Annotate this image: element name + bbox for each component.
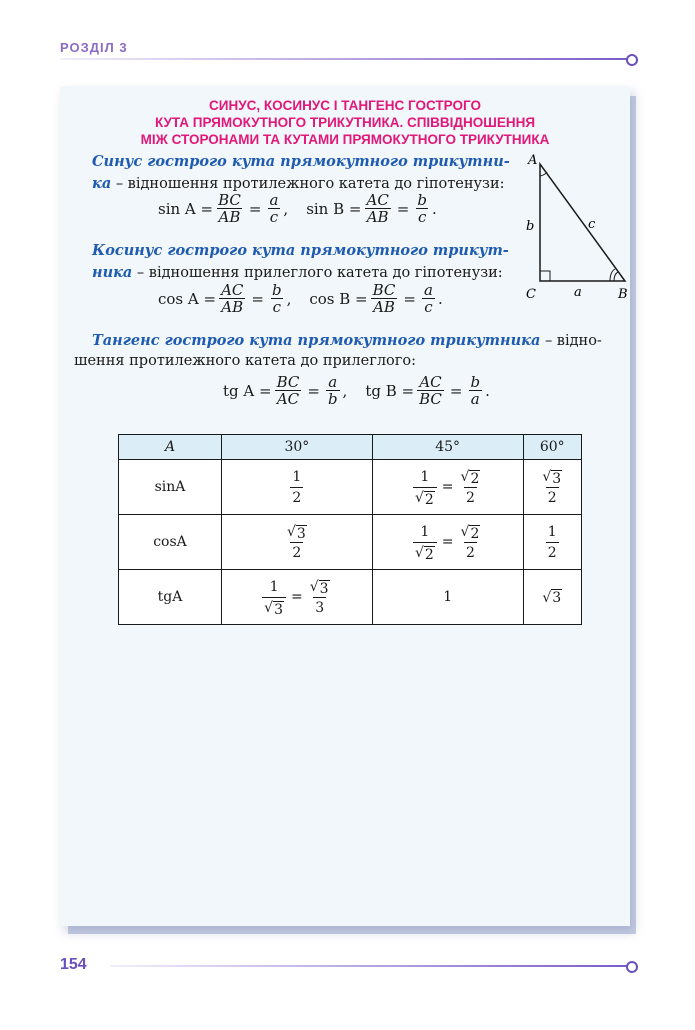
den: AB <box>218 208 241 226</box>
num: 1 <box>547 523 557 540</box>
header-angle: A <box>119 435 222 460</box>
den: a <box>470 390 480 408</box>
den: 2 <box>546 487 559 508</box>
radicand: 3 <box>274 601 284 618</box>
side-c-label: c <box>588 217 596 232</box>
den: 2 <box>290 542 303 563</box>
vertex-c-label: C <box>526 287 536 300</box>
bottom-rule-dot <box>626 961 638 973</box>
radicand: 3 <box>552 470 562 487</box>
num: 1 <box>292 468 302 485</box>
angle-a-arc <box>540 172 547 176</box>
num: a <box>423 281 433 299</box>
tangent-definition-cont <box>74 351 614 372</box>
frac-b-c <box>415 192 429 225</box>
frac-bc-ac <box>275 374 302 407</box>
sin-60: √ 3 2 <box>523 460 581 515</box>
angle-b-arc-1 <box>614 272 618 281</box>
num: AC <box>221 281 244 299</box>
tg-60: √ 3 <box>523 570 581 625</box>
num: a <box>328 373 338 391</box>
cosine-term: Косинус гострого кута прямокутного трикут- <box>92 242 509 259</box>
section-label: РОЗДІЛ 3 <box>60 40 128 55</box>
table-header-row <box>119 435 582 460</box>
sin-b-label: sin B = <box>306 199 362 218</box>
sine-term: Синус гострого кута прямокутного трикутни- <box>92 153 510 170</box>
top-rule <box>60 58 628 60</box>
frac-a-c <box>422 282 435 315</box>
section-heading <box>80 97 610 148</box>
heading-line-3: МІЖ СТОРОНАМИ ТА КУТАМИ ПРЯМОКУТНОГО ТРИКУТНИКА <box>140 132 550 147</box>
side-a-label: a <box>574 285 582 300</box>
den: c <box>272 298 281 316</box>
sin-45: 1 √ 2 = √ 2 2 <box>372 460 523 515</box>
tangent-definition <box>92 330 632 352</box>
triangle-shape <box>540 164 625 281</box>
num: 1 <box>420 468 430 485</box>
sin-30 <box>222 460 373 515</box>
cos-a-label: cos A = <box>158 289 217 308</box>
den: c <box>417 208 427 226</box>
den: AB <box>221 298 244 316</box>
header-30: 30° <box>222 435 373 460</box>
frac-bc-ab <box>371 282 398 315</box>
equals: = <box>441 534 454 550</box>
radicand: 2 <box>424 491 434 508</box>
frac-a-c <box>267 192 280 225</box>
bottom-rule <box>110 965 628 967</box>
radicand: 3 <box>296 525 306 542</box>
radicand: 2 <box>470 525 480 542</box>
tangent-definition-text: – відно- <box>540 333 602 349</box>
frac-ac-bc <box>417 374 444 407</box>
sine-definition <box>92 151 512 195</box>
cosine-term-cont: ника <box>92 264 133 281</box>
den: AC <box>276 390 300 408</box>
cos-45: 1 √ 2 = √ 2 2 <box>372 515 523 570</box>
top-rule-dot <box>626 54 638 66</box>
cos-60 <box>523 515 581 570</box>
den: b <box>327 390 338 408</box>
num: 1 <box>420 523 430 540</box>
den: c <box>424 298 433 316</box>
sine-formulas: sin A = $\frac{BC}{AB}$ = $\frac{a}{c}$ , sin B = $\frac{AC}{AB}$ = $\frac{b}{c}$ . <box>158 191 437 226</box>
right-triangle-figure <box>518 150 633 300</box>
radicand: 2 <box>470 470 480 487</box>
den: 2 <box>464 487 477 508</box>
cosine-definition-text: – відношення прилеглого катета до гіпотенузи: <box>132 265 503 281</box>
table-row-tg <box>119 570 582 625</box>
num: BC <box>372 281 396 299</box>
right-angle-mark <box>540 271 550 281</box>
sine-term-cont: ка <box>92 175 112 192</box>
tangent-definition-text-2: шення протилежного катета до прилеглого: <box>74 353 416 369</box>
tangent-term: Тангенс гострого кута прямокутного трикутника <box>92 332 541 349</box>
vertex-b-label: B <box>618 287 628 300</box>
side-b-label: b <box>526 219 535 234</box>
equals: = <box>248 199 262 218</box>
num: BC <box>276 373 300 391</box>
tg-45: 1 <box>372 570 523 625</box>
num: b <box>470 373 481 391</box>
frac-ac-ab <box>364 192 390 225</box>
header-45: 45° <box>372 435 523 460</box>
equals: = <box>307 381 320 400</box>
cosine-definition <box>92 240 512 284</box>
tg-30: 1 √ 3 = √ 3 3 <box>222 570 373 625</box>
frac-b-c <box>270 282 284 315</box>
heading-line-1: СИНУС, КОСИНУС І ТАНГЕНС ГОСТРОГО <box>209 98 481 113</box>
radicand: 2 <box>424 546 434 563</box>
frac-a-b <box>326 374 340 407</box>
den: AB <box>366 208 389 226</box>
tg-a-label: tg A = <box>223 381 272 400</box>
equals: = <box>251 289 264 308</box>
num: b <box>417 191 427 209</box>
row-label-tg: tgA <box>119 570 222 625</box>
den: c <box>269 208 279 226</box>
frac-ac-ab <box>219 282 245 315</box>
page-number: 154 <box>60 956 87 973</box>
heading-line-2: КУТА ПРЯМОКУТНОГО ТРИКУТНИКА. СПІВВІДНОШЕННЯ <box>154 115 536 130</box>
num: AC <box>366 191 389 209</box>
table-row-cos <box>119 515 582 570</box>
sin-a-label: sin A = <box>158 199 214 218</box>
num: 1 <box>269 578 279 595</box>
equals: = <box>441 479 454 495</box>
num: BC <box>218 191 241 209</box>
trig-values-table <box>118 434 582 625</box>
tg-b-label: tg B = <box>365 381 415 400</box>
equals: = <box>396 199 410 218</box>
num: AC <box>419 373 442 391</box>
row-label-cos: cosA <box>119 515 222 570</box>
radicand: 3 <box>552 589 562 606</box>
cos-30: √ 3 2 <box>222 515 373 570</box>
radicand: 3 <box>319 580 329 597</box>
table-row-sin <box>119 460 582 515</box>
equals: = <box>449 381 463 400</box>
num: b <box>271 281 282 299</box>
equals: = <box>291 589 303 605</box>
cos-b-label: cos B = <box>309 289 368 308</box>
den: 2 <box>290 487 303 508</box>
frac-b-a <box>468 374 482 407</box>
num: a <box>269 191 279 209</box>
den: BC <box>419 390 442 408</box>
den: 3 <box>313 597 326 618</box>
frac-bc-ab <box>216 192 243 225</box>
equals: = <box>403 289 416 308</box>
row-label-sin: sinA <box>119 460 222 515</box>
vertex-a-label: A <box>528 153 538 168</box>
cosine-formulas: cos A = $\frac{AC}{AB}$ = $\frac{b}{c}$ , cos B = $\frac{BC}{AB}$ = $\frac{a}{c}$ . <box>158 281 443 316</box>
den: 2 <box>546 542 559 563</box>
den: 2 <box>464 542 477 563</box>
header-60: 60° <box>523 435 581 460</box>
tangent-formulas: tg A = $\frac{BC}{AC}$ = $\frac{a}{b}$ , tg B = $\frac{AC}{BC}$ = $\frac{b}{a}$ . <box>223 373 490 408</box>
sine-definition-text: – відношення протилежного катета до гіпотенузи: <box>111 176 505 192</box>
den: AB <box>373 298 395 316</box>
